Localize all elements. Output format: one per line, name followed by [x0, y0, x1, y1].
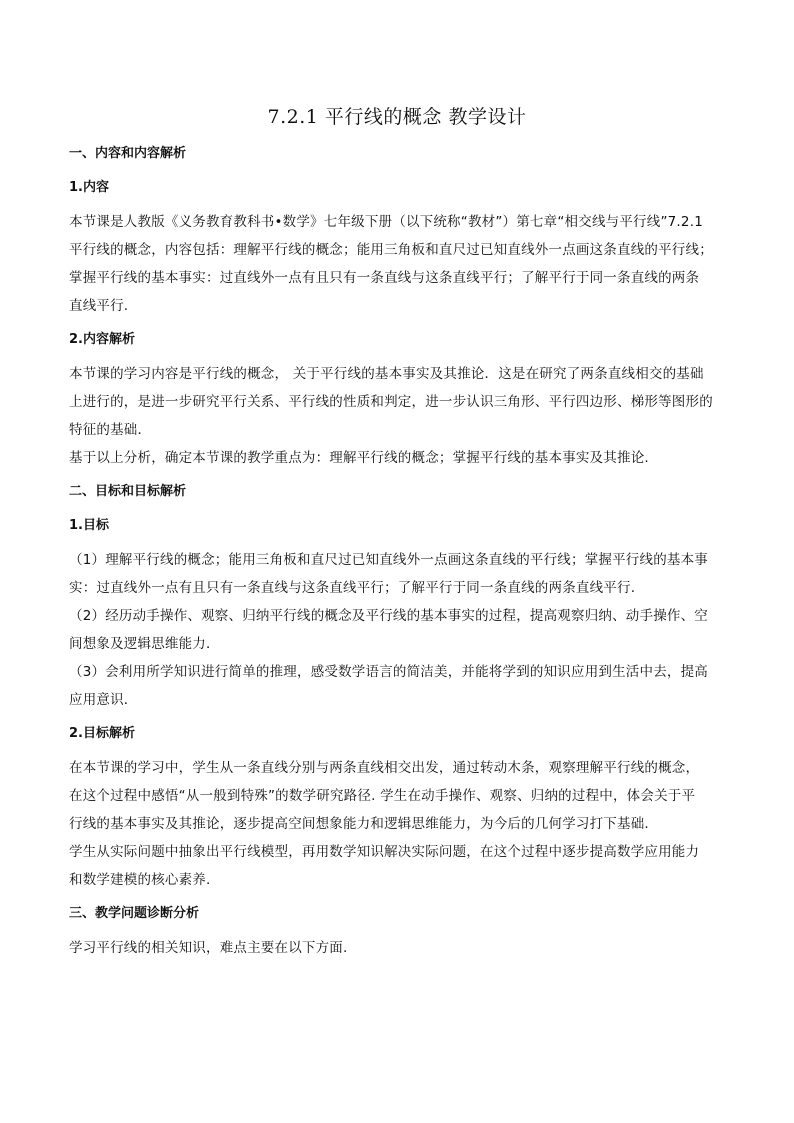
- paragraph-line: 本节课是人教版《义务教育教科书•数学》七年级下册（以下统称“教材”）第七章“相交线与平行线”7.2.1: [69, 214, 703, 230]
- subheading-content: 1.内容: [69, 180, 109, 195]
- paragraph-line: 在本节课的学习中，学生从一条直线分别与两条直线相交出发，通过转动木条，观察理解平行线的概念，: [69, 760, 700, 776]
- subheading-content-analysis: 2.内容解析: [69, 332, 135, 347]
- paragraph-line: 学习平行线的相关知识，难点主要在以下方面.: [69, 940, 348, 956]
- paragraph-line: 上进行的，是进一步研究平行关系、平行线的性质和判定，进一步认识三角形、平行四边形、梯形等图形的: [69, 394, 713, 410]
- paragraph-line: （2）经历动手操作、观察、归纳平行线的概念及平行线的基本事实的过程，提高观察归纳、动手操作、空: [69, 608, 708, 624]
- paragraph-line: 本节课的学习内容是平行线的概念， 关于平行线的基本事实及其推论．这是在研究了两条直线相交的基础: [69, 366, 704, 382]
- paragraph-line: 间想象及逻辑思维能力．: [69, 636, 220, 652]
- paragraph-line: 平行线的概念，内容包括：理解平行线的概念；能用三角板和直尺过已知直线外一点画这条直线的平行线；: [69, 242, 713, 258]
- paragraph-line: （1）理解平行线的概念；能用三角板和直尺过已知直线外一点画这条直线的平行线；掌握平行线的基本事: [69, 552, 708, 568]
- section-heading-goals: 二、目标和目标解析: [69, 484, 187, 499]
- subheading-goals-analysis: 2.目标解析: [69, 726, 135, 741]
- paragraph-line: 和数学建模的核心素养.: [69, 872, 211, 888]
- paragraph-line: （3）会利用所学知识进行简单的推理，感受数学语言的简洁美，并能将学到的知识应用到生活中去，提高: [69, 664, 708, 680]
- paragraph-line: 在这个过程中感悟“从一般到特殊”的数学研究路径. 学生在动手操作、观察、归纳的过程中，体会关于平: [69, 788, 696, 804]
- paragraph-line: 实：过直线外一点有且只有一条直线与这条直线平行；了解平行于同一条直线的两条直线平行.: [69, 580, 636, 596]
- paragraph-line: 基于以上分析，确定本节课的教学重点为：理解平行线的概念；掌握平行线的基本事实及其推论.: [69, 450, 649, 466]
- paragraph-line: 学生从实际问题中抽象出平行线模型，再用数学知识解决实际问题，在这个过程中逐步提高数学应用能力: [69, 844, 700, 860]
- paragraph-line: 应用意识．: [69, 692, 138, 708]
- page-title: 7.2.1 平行线的概念 教学设计: [267, 106, 527, 128]
- paragraph-line: 直线平行.: [69, 298, 129, 314]
- document-body: [69, 140, 725, 962]
- subheading-goals: 1.目标: [69, 518, 109, 533]
- section-heading-content-analysis: 一、内容和内容解析: [69, 146, 187, 161]
- paragraph-line: 特征的基础．: [69, 422, 152, 438]
- paragraph-line: 行线的基本事实及其推论，逐步提高空间想象能力和逻辑思维能力，为今后的几何学习打下基础.: [69, 816, 649, 832]
- section-heading-problem-diagnosis: 三、教学问题诊断分析: [69, 906, 200, 921]
- paragraph-line: 掌握平行线的基本事实：过直线外一点有且只有一条直线与这条直线平行；了解平行于同一条直线的两条: [69, 270, 700, 286]
